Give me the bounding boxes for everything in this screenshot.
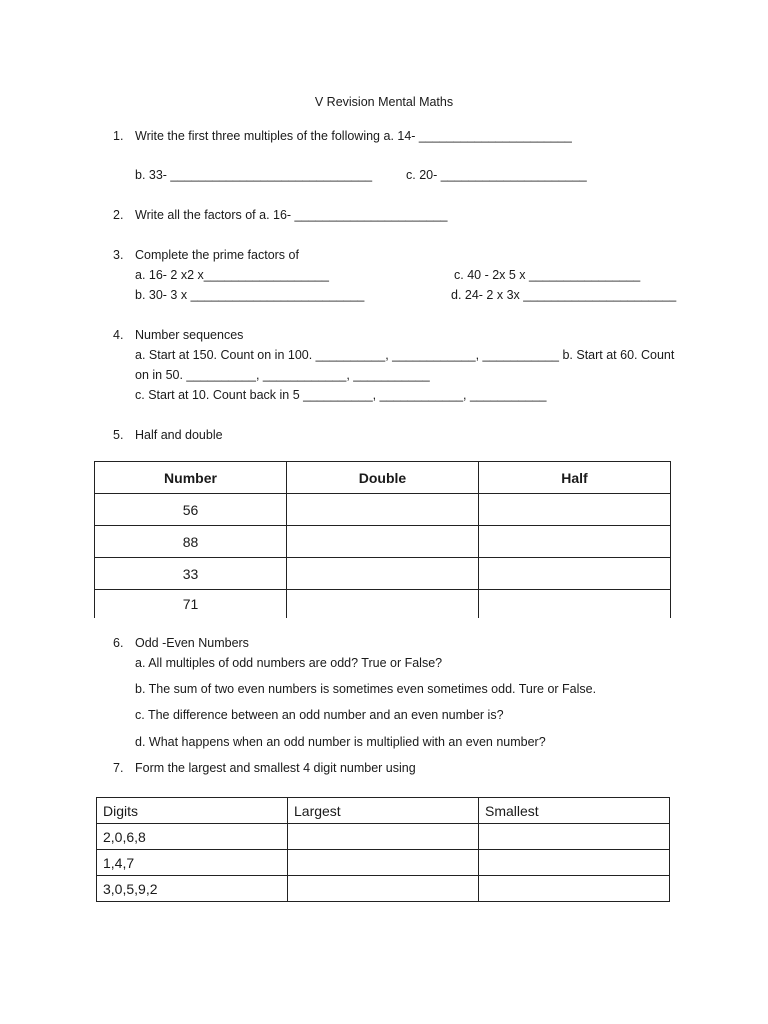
page-title: V Revision Mental Maths bbox=[314, 95, 454, 109]
column-header-smallest: Smallest bbox=[479, 798, 670, 824]
table-row bbox=[97, 876, 670, 902]
q6-d: d. What happens when an odd number is multiplied with an even number? bbox=[135, 735, 546, 749]
q4-line-a: a. Start at 150. Count on in 100. __________, ____________, ___________ b. Start at 60. Count bbox=[135, 348, 675, 362]
table-row bbox=[95, 494, 671, 526]
table-row bbox=[95, 590, 671, 619]
q4-text: Number sequences bbox=[135, 328, 244, 342]
q6-c: c. The difference between an odd number and an even number is? bbox=[135, 708, 504, 722]
q6-text: Odd -Even Numbers bbox=[135, 636, 249, 650]
q4-number: 4. bbox=[113, 328, 124, 342]
q3-a: a. 16- 2 x2 x__________________ bbox=[135, 268, 329, 282]
q4-line-c: c. Start at 10. Count back in 5 __________, ____________, ___________ bbox=[135, 388, 547, 402]
q7-text: Form the largest and smallest 4 digit number using bbox=[135, 761, 416, 775]
number-cell: 71 bbox=[95, 590, 287, 619]
half-double-table bbox=[94, 461, 671, 618]
q7-number: 7. bbox=[113, 761, 124, 775]
q3-number: 3. bbox=[113, 248, 124, 262]
q3-c: c. 40 - 2x 5 x ________________ bbox=[454, 268, 641, 282]
table-row bbox=[97, 850, 670, 876]
digits-cell: 3,0,5,9,2 bbox=[97, 876, 288, 902]
table-row bbox=[97, 824, 670, 850]
double-cell[interactable] bbox=[287, 558, 479, 590]
smallest-cell[interactable] bbox=[479, 850, 670, 876]
half-cell[interactable] bbox=[479, 590, 671, 619]
q5-number: 5. bbox=[113, 428, 124, 442]
q1-text: Write the first three multiples of the following a. 14- ______________________ bbox=[135, 129, 572, 143]
largest-smallest-table bbox=[96, 797, 670, 902]
digits-cell: 1,4,7 bbox=[97, 850, 288, 876]
table-header-row bbox=[97, 798, 670, 824]
q1-c: c. 20- _____________________ bbox=[406, 168, 587, 182]
q4-line-b: on in 50. __________, ____________, ___________ bbox=[135, 368, 430, 382]
half-cell[interactable] bbox=[479, 526, 671, 558]
q1-b: b. 33- _____________________________ bbox=[135, 168, 373, 182]
double-cell[interactable] bbox=[287, 590, 479, 619]
q5-text: Half and double bbox=[135, 428, 223, 442]
table-row bbox=[95, 558, 671, 590]
largest-cell[interactable] bbox=[288, 850, 479, 876]
q6-number: 6. bbox=[113, 636, 124, 650]
q3-b: b. 30- 3 x _________________________ bbox=[135, 288, 365, 302]
q3-text: Complete the prime factors of bbox=[135, 248, 299, 262]
smallest-cell[interactable] bbox=[479, 824, 670, 850]
digits-cell: 2,0,6,8 bbox=[97, 824, 288, 850]
double-cell[interactable] bbox=[287, 494, 479, 526]
largest-cell[interactable] bbox=[288, 876, 479, 902]
half-cell[interactable] bbox=[479, 494, 671, 526]
q6-a: a. All multiples of odd numbers are odd? True or False? bbox=[135, 656, 443, 670]
q6-b: b. The sum of two even numbers is sometimes even sometimes odd. Ture or False. bbox=[135, 682, 597, 696]
smallest-cell[interactable] bbox=[479, 876, 670, 902]
q2-number: 2. bbox=[113, 208, 124, 222]
column-header-largest: Largest bbox=[288, 798, 479, 824]
q3-d: d. 24- 2 x 3x ______________________ bbox=[451, 288, 677, 302]
double-cell[interactable] bbox=[287, 526, 479, 558]
q1-number: 1. bbox=[113, 129, 124, 143]
number-cell: 88 bbox=[95, 526, 287, 558]
number-cell: 33 bbox=[95, 558, 287, 590]
column-header-number: Number bbox=[95, 462, 287, 494]
column-header-half: Half bbox=[479, 462, 671, 494]
table-row bbox=[95, 526, 671, 558]
largest-cell[interactable] bbox=[288, 824, 479, 850]
number-cell: 56 bbox=[95, 494, 287, 526]
table-header-row bbox=[95, 462, 671, 494]
q2-text: Write all the factors of a. 16- ______________________ bbox=[135, 208, 448, 222]
column-header-digits: Digits bbox=[97, 798, 288, 824]
half-cell[interactable] bbox=[479, 558, 671, 590]
column-header-double: Double bbox=[287, 462, 479, 494]
